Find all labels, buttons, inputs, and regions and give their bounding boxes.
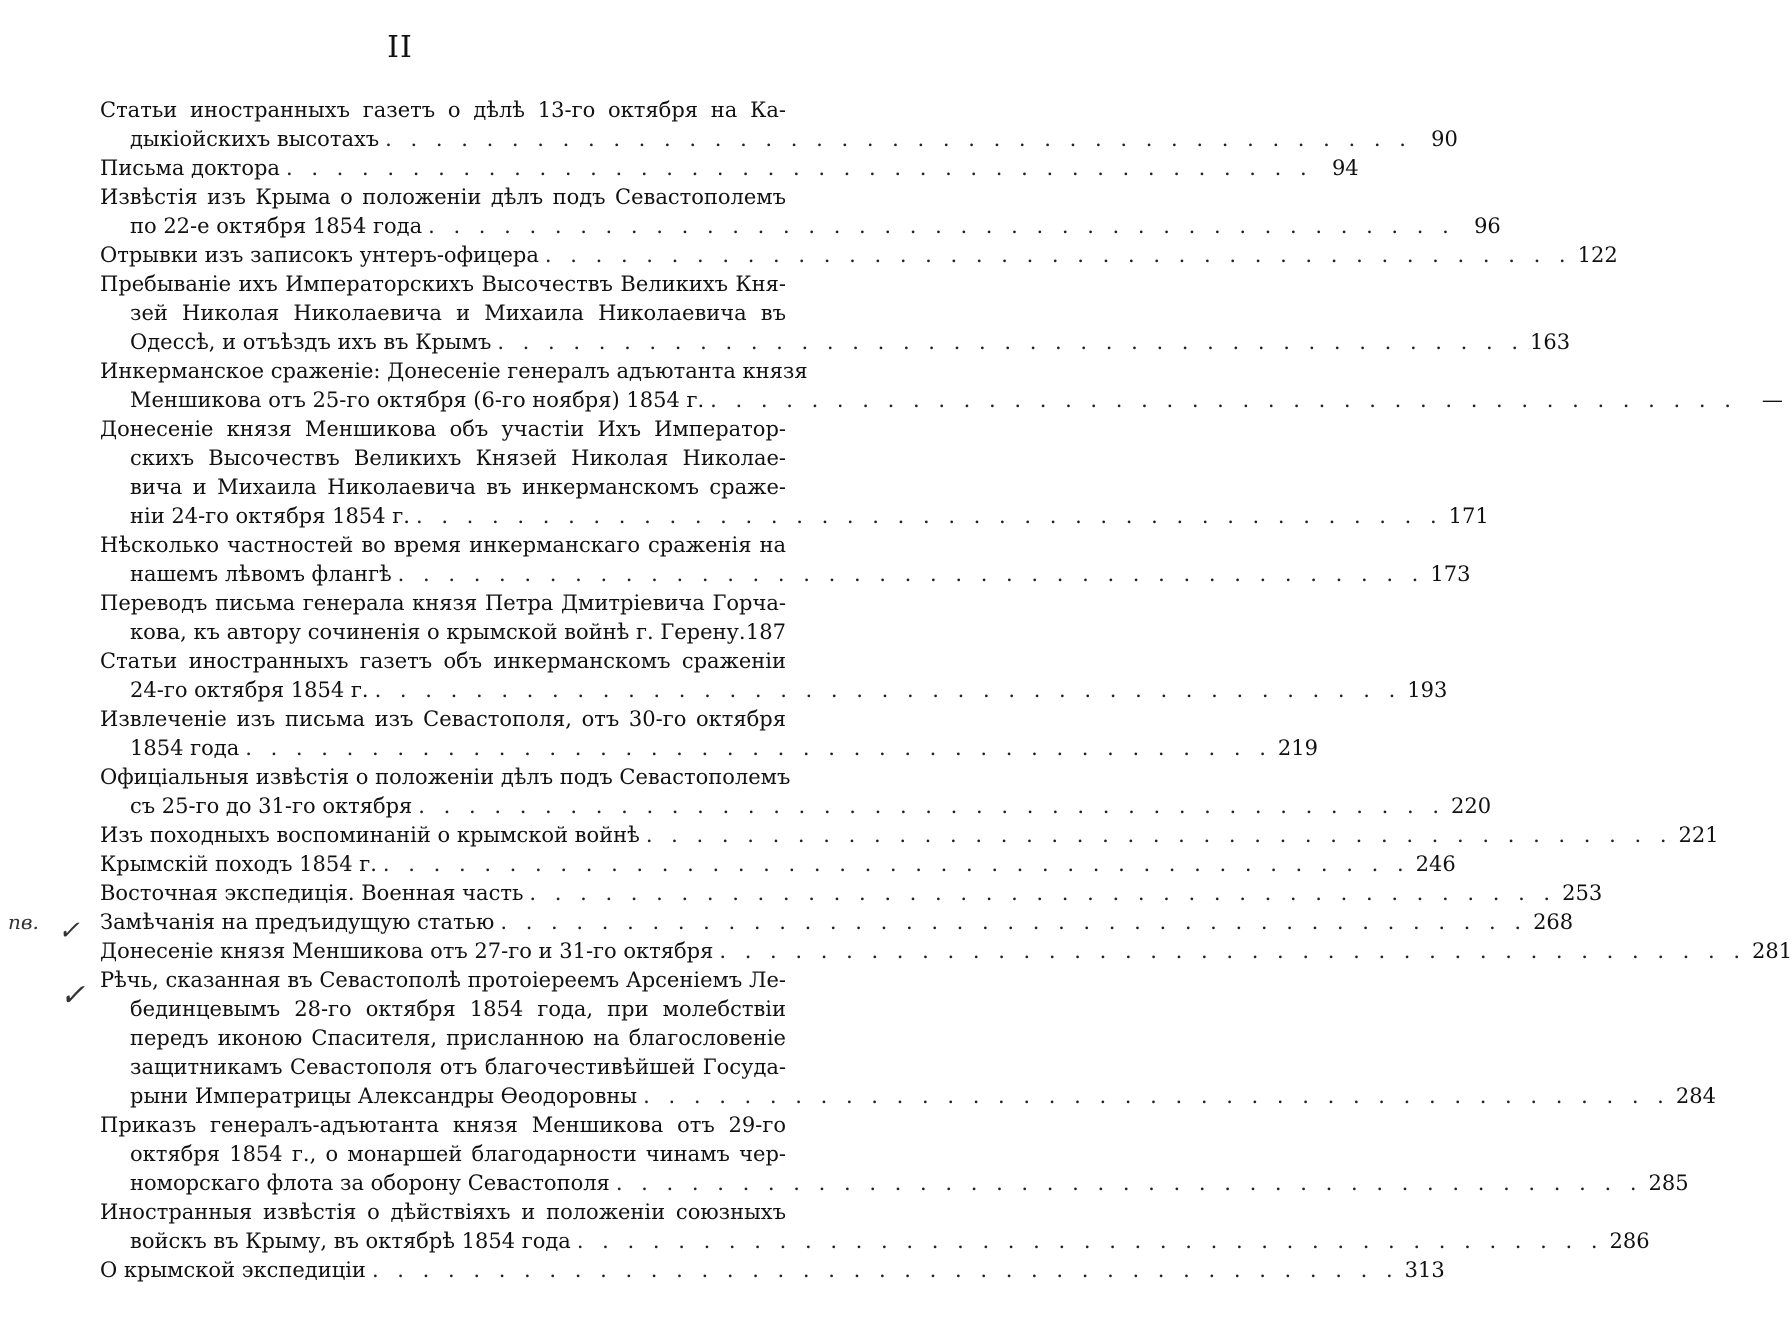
toc-entry-text: Статьи иностранныхъ газетъ объ инкерманскомъ сраженіи	[100, 649, 786, 673]
toc-entry-line	[100, 995, 786, 1024]
toc-entry-line	[100, 531, 786, 560]
toc-entry-text: Приказъ генералъ-адъютанта князя Меншикова отъ 29-го	[100, 1113, 786, 1137]
toc-entry-line	[100, 1198, 786, 1227]
toc-page-number: 171	[1448, 504, 1489, 528]
table-of-contents	[100, 96, 1792, 1285]
check-mark-icon: ✓	[58, 916, 80, 946]
toc-entry	[100, 1111, 1689, 1198]
toc-entry-text: Отрывки изъ записокъ унтеръ-офицера	[100, 243, 539, 267]
dot-leader	[418, 792, 1445, 821]
toc-entry-text: вича и Михаила Николаевича въ инкерманскомъ сраже-	[130, 475, 786, 499]
toc-entry-line	[100, 676, 1448, 705]
dot-leader	[372, 1256, 1399, 1285]
toc-entry	[100, 705, 1319, 763]
toc-entry-text: Рѣчь, сказанная въ Севастополѣ протоіереемъ Арсеніемъ Ле-	[100, 968, 786, 992]
toc-page-number: 94	[1331, 156, 1359, 180]
toc-entry-text: ніи 24-го октября 1854 г.	[130, 504, 410, 528]
toc-page-number: 220	[1451, 794, 1492, 818]
toc-entry	[100, 763, 1492, 821]
toc-entry	[100, 937, 1792, 966]
toc-entry-text: дыкіойскихъ высотахъ	[130, 127, 380, 151]
toc-entry	[100, 241, 1618, 270]
toc-entry-text: О крымской экспедиціи	[100, 1258, 366, 1282]
dot-leader	[375, 676, 1402, 705]
toc-entry-text: Восточная экспедиція. Военная часть	[100, 881, 524, 905]
toc-entry-line	[100, 560, 1471, 589]
dot-leader	[383, 850, 1410, 879]
toc-entry-line	[100, 241, 1618, 270]
toc-entry-text: Статьи иностранныхъ газетъ о дѣлѣ 13-го октября на Ка-	[100, 98, 786, 122]
toc-entry	[100, 96, 1458, 154]
toc-entry	[100, 531, 1471, 589]
toc-entry-text: Переводъ письма генерала князя Петра Дмитріевича Горча-	[100, 591, 786, 615]
dot-leader	[500, 908, 1527, 937]
toc-entry-text: передъ иконою Спасителя, присланною на благословеніе	[130, 1026, 786, 1050]
toc-entry-line	[100, 357, 808, 386]
dot-leader	[529, 879, 1556, 908]
toc-entry	[100, 154, 1359, 183]
toc-entry	[100, 850, 1456, 879]
toc-page-number: 313	[1404, 1258, 1445, 1282]
toc-entry-line	[100, 183, 786, 212]
toc-entry-line	[100, 1082, 1716, 1111]
toc-page-number: 246	[1415, 852, 1456, 876]
toc-entry	[100, 183, 1501, 241]
toc-entry	[100, 908, 1574, 937]
toc-entry	[100, 415, 1489, 531]
toc-entry	[100, 1256, 1445, 1285]
toc-entry-line	[100, 966, 786, 995]
toc-page-number: —	[1761, 388, 1783, 412]
toc-entry-line	[100, 618, 786, 647]
toc-page-number: 268	[1533, 910, 1574, 934]
toc-entry-line	[100, 328, 1571, 357]
toc-entry-text: бединцевымъ 28-го октября 1854 года, при молебствіи	[130, 997, 786, 1021]
toc-entry-text: 1854 года	[130, 736, 240, 760]
toc-entry-line	[100, 444, 786, 473]
toc-page-number: 90	[1431, 127, 1458, 151]
toc-entry-text: Офиціальныя извѣстія о положеніи дѣлъ подъ Севастополемъ	[100, 765, 791, 789]
toc-entry-line	[100, 1111, 786, 1140]
toc-entry	[100, 966, 1716, 1111]
toc-entry-line	[100, 937, 1792, 966]
toc-entry-text: 24-го октября 1854 г.	[130, 678, 369, 702]
toc-entry	[100, 647, 1448, 705]
dot-leader	[719, 937, 1746, 966]
toc-entry-text: кова, къ автору сочиненія о крымской войнѣ г. Герену.	[130, 620, 746, 644]
toc-page-number: 281	[1752, 939, 1792, 963]
dot-leader	[545, 241, 1572, 270]
dot-leader	[710, 386, 1737, 415]
toc-page-number: 173	[1430, 562, 1471, 586]
toc-entry-text: Донесеніе князя Меншикова объ участіи Ихъ Император-	[100, 417, 786, 441]
toc-entry-text: Извѣстія изъ Крыма о положеніи дѣлъ подъ Севастополемъ	[100, 185, 786, 209]
toc-page-number: 221	[1678, 823, 1719, 847]
toc-entry-text: съ 25-го до 31-го октября	[130, 794, 413, 818]
toc-entry-line	[100, 1227, 1650, 1256]
toc-entry-text: нашемъ лѣвомъ флангѣ	[130, 562, 392, 586]
toc-entry-line	[100, 879, 1603, 908]
dot-leader	[416, 502, 1443, 531]
toc-entry-text: Одессѣ, и отъѣздъ ихъ въ Крымъ	[130, 330, 492, 354]
toc-page-number: 219	[1277, 736, 1319, 760]
toc-entry-text: Инкерманское сраженіе: Донесеніе генералъ адъютанта князя	[100, 359, 808, 383]
toc-entry-line	[100, 908, 1574, 937]
toc-entry-line	[100, 1256, 1445, 1285]
toc-entry-line	[100, 850, 1456, 879]
toc-entry-text: Донесеніе князя Меншикова отъ 27-го и 31-го октября	[100, 939, 714, 963]
toc-entry-text: Изъ походныхъ воспоминаній о крымской войнѣ	[100, 823, 640, 847]
dot-leader	[577, 1227, 1604, 1256]
toc-entry-line	[100, 502, 1489, 531]
toc-entry-line	[100, 270, 786, 299]
toc-entry-line	[100, 1053, 786, 1082]
toc-entry-line	[100, 212, 1501, 241]
toc-entry-line	[100, 473, 786, 502]
toc-entry-text: по 22-е октября 1854 года	[130, 214, 423, 238]
toc-entry-line	[100, 705, 786, 734]
toc-entry	[100, 270, 1571, 357]
toc-entry-line	[100, 1169, 1689, 1198]
toc-entry-line	[100, 821, 1719, 850]
toc-entry-text: Иностранныя извѣстія о дѣйствіяхъ и положеніи союзныхъ	[100, 1200, 786, 1224]
toc-entry	[100, 1198, 1650, 1256]
toc-entry-text: зей Николая Николаевича и Михаила Николаевича въ	[130, 301, 786, 325]
dot-leader	[643, 1082, 1670, 1111]
toc-page-number: 193	[1407, 678, 1448, 702]
dot-leader	[428, 212, 1455, 241]
toc-entry-text: номорскаго флота за оборону Севастополя	[130, 1171, 610, 1195]
margin-note: пв.	[8, 910, 39, 934]
toc-entry-line	[100, 415, 786, 444]
toc-page-number: 285	[1648, 1171, 1689, 1195]
toc-page-number: 284	[1675, 1084, 1716, 1108]
toc-entry-line	[100, 647, 786, 676]
toc-entry	[100, 589, 786, 647]
page-number: II	[387, 30, 413, 65]
toc-entry-text: Меншикова отъ 25-го октября (6-го ноября) 1854 г.	[130, 388, 705, 412]
check-mark-icon: ✓	[60, 978, 86, 1013]
dot-leader	[497, 328, 1524, 357]
dot-leader	[646, 821, 1673, 850]
toc-page-number: 122	[1577, 243, 1618, 267]
toc-entry-text: рыни Императрицы Александры Ѳеодоровны	[130, 1084, 638, 1108]
toc-entry-line	[100, 1140, 786, 1169]
toc-entry-line	[100, 734, 1319, 763]
toc-entry-line	[100, 96, 786, 125]
dot-leader	[286, 154, 1313, 183]
dot-leader	[245, 734, 1272, 763]
toc-entry-text: Нѣсколько частностей во время инкерманскаго сраженія на	[100, 533, 786, 557]
toc-page-number: 286	[1609, 1229, 1650, 1253]
dot-leader	[385, 125, 1412, 154]
toc-entry-text: Крымскій походъ 1854 г.	[100, 852, 377, 876]
toc-entry-text: защитникамъ Севастополя отъ благочестивѣйшей Госуда-	[130, 1055, 786, 1079]
toc-entry-line	[100, 386, 1783, 415]
toc-entry-text: скихъ Высочествъ Великихъ Князей Николая Николае-	[130, 446, 786, 470]
toc-entry-text: Пребываніе ихъ Императорскихъ Высочествъ Великихъ Кня-	[100, 272, 786, 296]
toc-entry-line	[100, 299, 786, 328]
toc-page-number: 187	[745, 620, 786, 644]
toc-entry	[100, 821, 1719, 850]
toc-entry-text: Замѣчанія на предъидущую статью	[100, 910, 495, 934]
toc-entry-line	[100, 763, 791, 792]
toc-page-number: 96	[1474, 214, 1501, 238]
toc-entry-line	[100, 589, 786, 618]
toc-page-number: 253	[1562, 881, 1603, 905]
dot-leader	[616, 1169, 1643, 1198]
toc-entry-line	[100, 1024, 786, 1053]
toc-entry-text: Извлеченіе изъ письма изъ Севастополя, отъ 30-го октября	[100, 707, 786, 731]
toc-entry-line	[100, 125, 1458, 154]
toc-entry-text: войскъ въ Крыму, въ октябрѣ 1854 года	[130, 1229, 571, 1253]
toc-entry	[100, 357, 1783, 415]
toc-entry	[100, 879, 1603, 908]
toc-entry-line	[100, 792, 1492, 821]
toc-entry-text: Письма доктора	[100, 156, 280, 180]
dot-leader	[398, 560, 1425, 589]
toc-page-number: 163	[1530, 330, 1571, 354]
toc-entry-line	[100, 154, 1359, 183]
toc-entry-text: октября 1854 г., о монаршей благодарности чинамъ чер-	[130, 1142, 786, 1166]
